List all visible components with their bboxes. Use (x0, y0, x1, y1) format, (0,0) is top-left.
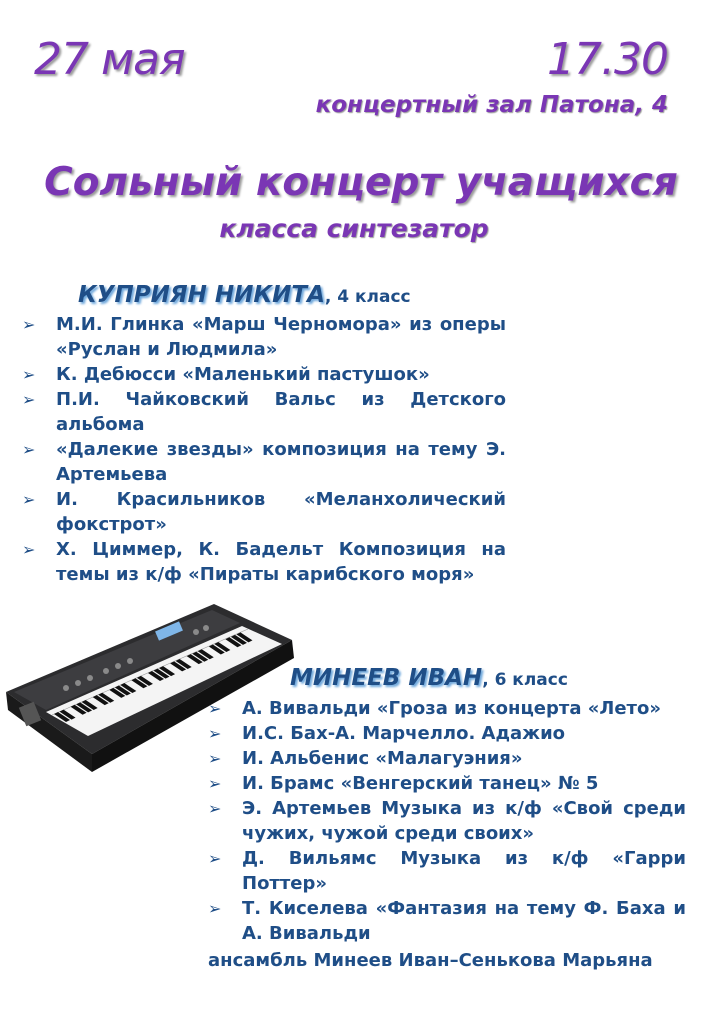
performer-name: МИНЕЕВ ИВАН (290, 665, 483, 691)
arrowhead-bullet-icon: ➢ (208, 774, 222, 793)
arrowhead-bullet-icon: ➢ (22, 440, 36, 459)
list-item: ➢ Э. Артемьев Музыка из к/ф «Свой среди чужих, чужой среди своих» (208, 798, 686, 844)
arrowhead-bullet-icon: ➢ (22, 540, 36, 559)
page-title: Сольный концерт учащихся (44, 160, 678, 205)
list-item: ➢ И. Брамс «Венгерский танец» № 5 (208, 773, 599, 794)
list-item: ➢ «Далекие звезды» композиция на тему Э. Артемьева (22, 439, 506, 485)
program-list-1 (22, 312, 506, 587)
arrowhead-bullet-icon: ➢ (208, 724, 222, 743)
arrowhead-bullet-icon: ➢ (208, 849, 222, 868)
list-item: ➢ И. Красильников «Меланхолический фокстрот» (22, 489, 506, 535)
arrowhead-bullet-icon: ➢ (208, 899, 222, 918)
performer-grade: , 6 класс (482, 670, 568, 690)
arrowhead-bullet-icon: ➢ (208, 749, 222, 768)
arrowhead-bullet-icon: ➢ (22, 365, 36, 384)
arrowhead-bullet-icon: ➢ (208, 799, 222, 818)
program-list-2 (208, 696, 686, 946)
performer-grade: , 4 класс (324, 287, 411, 307)
ensemble-line: ансамбль Минеев Иван–Сенькова Марьяна (208, 950, 653, 971)
list-item: ➢ Х. Циммер, К. Бадельт Композиция на темы из к/ф «Пираты карибского моря» (22, 539, 506, 585)
concert-venue: концертный зал Патона, 4 (315, 92, 668, 118)
arrowhead-bullet-icon: ➢ (22, 390, 36, 409)
concert-time: 17.30 (547, 34, 668, 85)
concert-date: 27 мая (34, 34, 185, 85)
arrowhead-bullet-icon: ➢ (208, 699, 222, 718)
performer-heading-1 (78, 282, 411, 308)
list-item: ➢ Д. Вильямс Музыка из к/ф «Гарри Поттер» (208, 848, 686, 894)
list-item: ➢ Т. Киселева «Фантазия на тему Ф. Баха и А. Вивальди (208, 898, 686, 944)
performer-name: КУПРИЯН НИКИТА (78, 282, 325, 308)
list-item: ➢ И.С. Бах-А. Марчелло. Адажио (208, 723, 566, 744)
arrowhead-bullet-icon: ➢ (22, 490, 36, 509)
list-item: ➢ М.И. Глинка «Марш Черномора» из оперы «Руслан и Людмила» (22, 314, 506, 360)
performer-heading-2 (290, 665, 568, 691)
list-item: ➢ И. Альбенис «Малагуэния» (208, 748, 523, 769)
list-item: ➢ К. Дебюсси «Маленький пастушок» (22, 364, 430, 385)
list-item: ➢ А. Вивальди «Гроза из концерта «Лето» (208, 698, 661, 719)
list-item: ➢ П.И. Чайковский Вальс из Детского альбома (22, 389, 506, 435)
page-subtitle: класса синтезатор (219, 214, 489, 243)
arrowhead-bullet-icon: ➢ (22, 315, 36, 334)
